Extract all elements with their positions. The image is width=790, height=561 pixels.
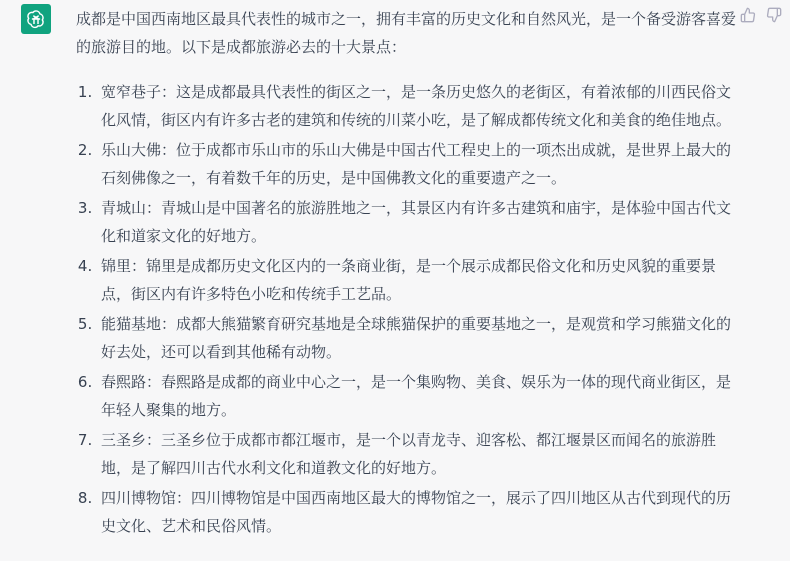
list-item: 2. 乐山大佛：位于成都市乐山市的乐山大佛是中国古代工程史上的一项杰出成就，是世界上最大的石刻佛像之一，有着数千年的历史，是中国佛教文化的重要遗产之一。 <box>97 136 736 192</box>
bottom-fade <box>0 551 790 561</box>
message-intro: 成都是中国西南地区最具代表性的城市之一，拥有丰富的历史文化和自然风光，是一个备受游客喜爱的旅游目的地。以下是成都旅游必去的十大景点： <box>76 10 737 56</box>
thumbs-up-icon <box>740 7 756 23</box>
attraction-list <box>76 78 736 540</box>
list-item: 5. 能猫基地：成都大熊猫繁育研究基地是全球熊猫保护的重要基地之一，是观赏和学习熊猫文化的好去处，还可以看到其他稀有动物。 <box>97 310 736 366</box>
thumbs-down-button[interactable] <box>765 6 783 24</box>
list-item: 3. 青城山：青城山是中国著名的旅游胜地之一，其景区内有许多古建筑和庙宇，是体验中国古代文化和道家文化的好地方。 <box>97 194 736 250</box>
thumbs-up-button[interactable] <box>739 6 757 24</box>
thumbs-down-icon <box>766 7 782 23</box>
list-item: 8. 四川博物馆：四川博物馆是中国西南地区最大的博物馆之一，展示了四川地区从古代到现代的历史文化、艺术和民俗风情。 <box>97 484 736 540</box>
list-item: 7. 三圣乡：三圣乡位于成都市都江堰市，是一个以青龙寺、迎客松、都江堰景区而闻名的旅游胜地，是了解四川古代水利文化和道教文化的好地方。 <box>97 426 736 482</box>
assistant-avatar <box>21 4 51 34</box>
list-item: 4. 锦里：锦里是成都历史文化区内的一条商业街，是一个展示成都民俗文化和历史风貌的重要景点，街区内有许多特色小吃和传统手工艺品。 <box>97 252 736 308</box>
message-content <box>76 5 736 540</box>
list-item: 1. 宽窄巷子：这是成都最具代表性的街区之一，是一条历史悠久的老街区，有着浓郁的川西民俗文化风情，街区内有许多古老的建筑和传统的川菜小吃，是了解成都传统文化和美食的绝佳地点。 <box>97 78 736 134</box>
list-item: 6. 春熙路：春熙路是成都的商业中心之一，是一个集购物、美食、娱乐为一体的现代商业街区，是年轻人聚集的地方。 <box>97 368 736 424</box>
openai-logo-icon <box>25 8 47 30</box>
